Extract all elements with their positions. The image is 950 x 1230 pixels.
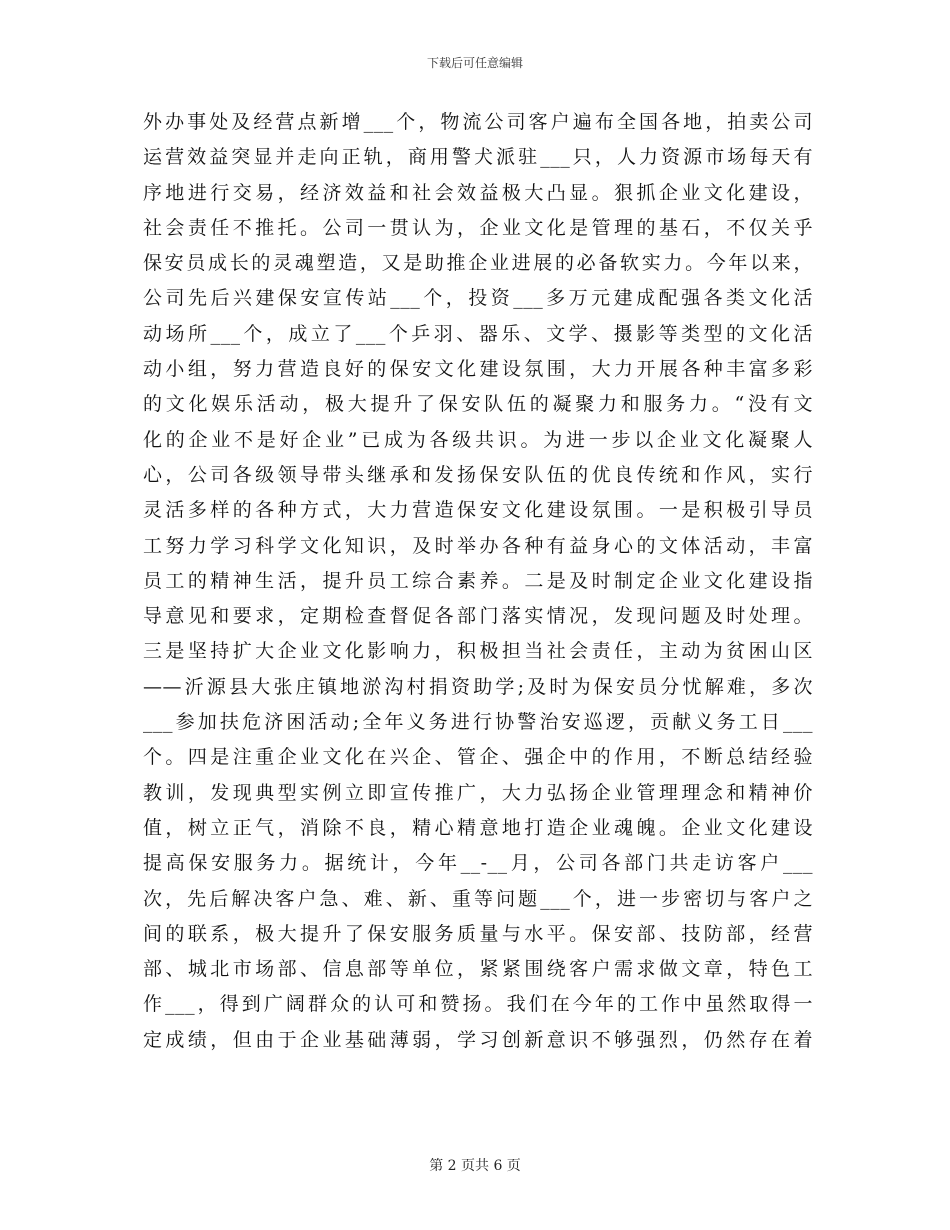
page-header: 下载后可任意编辑	[426, 56, 523, 70]
body-line: 动小组，努力营造良好的保安文化建设氛围，大力开展各种丰富多彩	[143, 358, 813, 381]
body-line: 序地进行交易，经济效益和社会效益极大凸显。狠抓企业文化建设，	[143, 181, 813, 204]
body-line: ___参加扶危济困活动;全年义务进行协警治安巡逻，贡献义务工日___	[143, 711, 813, 734]
body-line: 化的企业不是好企业”已成为各级共识。为进一步以企业文化凝聚人	[143, 428, 813, 451]
body-line: 员工的精神生活，提升员工综合素养。二是及时制定企业文化建设指	[143, 569, 813, 592]
body-line: 间的联系，极大提升了保安服务质量与水平。保安部、技防部，经营	[143, 922, 813, 945]
body-line: 灵活多样的各种方式，大力营造保安文化建设氛围。一是积极引导员	[143, 499, 813, 522]
body-line: 公司先后兴建保安宣传站___个，投资___多万元建成配强各类文化活	[143, 287, 813, 310]
body-line: 提高保安服务力。据统计，今年__-__月，公司各部门共走访客户___	[143, 852, 813, 875]
document-body	[143, 105, 813, 1058]
body-line: 社会责任不推托。公司一贯认为，企业文化是管理的基石，不仅关乎	[143, 216, 813, 239]
body-line: 动场所___个，成立了___个乒羽、器乐、文学、摄影等类型的文化活	[143, 322, 813, 345]
body-line: 作___，得到广阔群众的认可和赞扬。我们在今年的工作中虽然取得一	[143, 993, 813, 1016]
body-line: 外办事处及经营点新增___个，物流公司客户遍布全国各地，拍卖公司	[143, 111, 813, 133]
body-line: 值，树立正气，消除不良，精心精意地打造企业魂魄。企业文化建设	[143, 816, 813, 839]
body-line: 导意见和要求，定期检查督促各部门落实情况，发现问题及时处理。	[143, 605, 813, 628]
body-line: 定成绩，但由于企业基础薄弱，学习创新意识不够强烈，仍然存在着	[143, 1028, 813, 1051]
body-line: 个。四是注重企业文化在兴企、管企、强企中的作用，不断总结经验	[143, 746, 813, 769]
body-line: 的文化娱乐活动，极大提升了保安队伍的凝聚力和服务力。“没有文	[143, 393, 813, 416]
body-line: ——沂源县大张庄镇地淤沟村捐资助学;及时为保安员分忧解难，多次	[143, 675, 813, 698]
body-line: 工努力学习科学文化知识，及时举办各种有益身心的文体活动，丰富	[143, 534, 813, 557]
body-line: 三是坚持扩大企业文化影响力，积极担当社会责任，主动为贫困山区	[143, 640, 813, 663]
body-line: 心，公司各级领导带头继承和发扬保安队伍的优良传统和作风，实行	[143, 463, 813, 486]
body-line: 保安员成长的灵魂塑造，又是助推企业进展的必备软实力。今年以来，	[143, 252, 813, 275]
body-line: 教训，发现典型实例立即宣传推广，大力弘扬企业管理理念和精神价	[143, 781, 813, 804]
body-line: 次，先后解决客户急、难、新、重等问题___个，进一步密切与客户之	[143, 887, 813, 910]
page-number: 第 2 页共 6 页	[429, 1158, 521, 1174]
body-line: 部、城北市场部、信息部等单位，紧紧围绕客户需求做文章，特色工	[143, 958, 813, 981]
body-line: 运营效益突显并走向正轨，商用警犬派驻___只，人力资源市场每天有	[143, 146, 813, 169]
